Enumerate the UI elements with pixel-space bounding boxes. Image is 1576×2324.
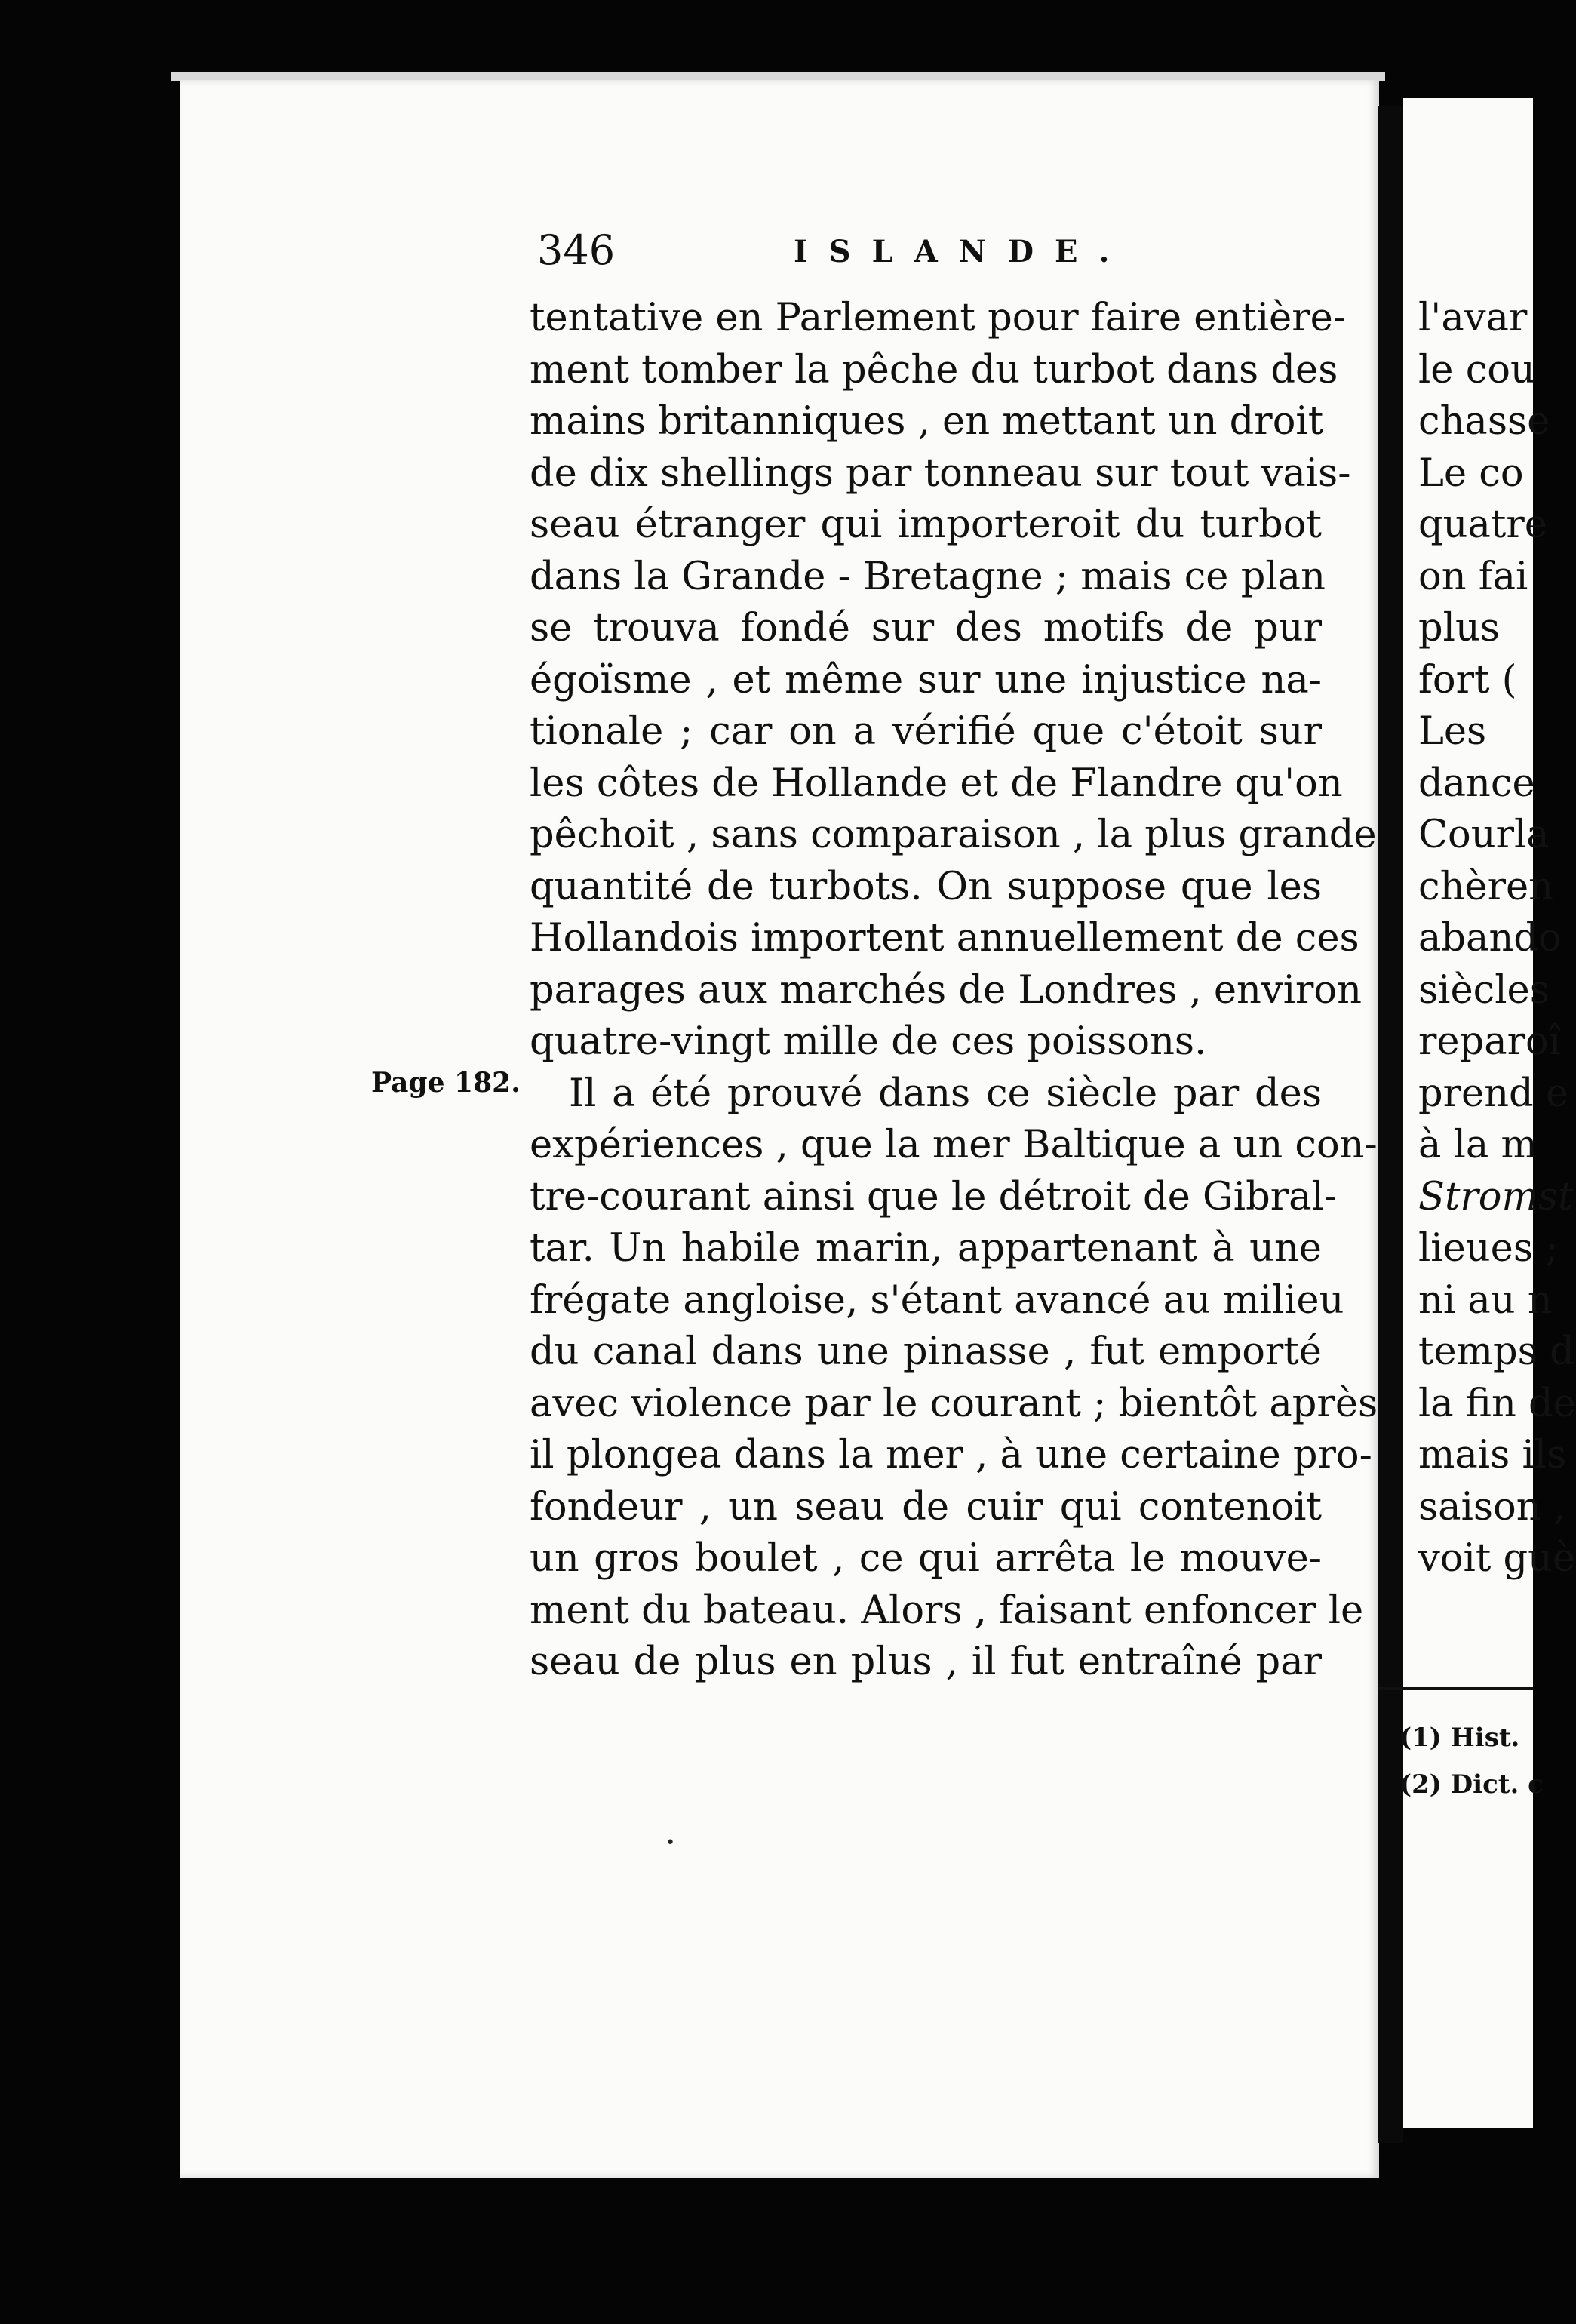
text-line: du canal dans une pinasse , fut emporté	[530, 1330, 1322, 1374]
footnote: (1) Hist.	[1399, 1723, 1520, 1753]
text-line: dans la Grande - Bretagne ; mais ce plan	[530, 554, 1326, 599]
text-line: seau étranger qui importeroit du turbot	[530, 503, 1322, 547]
text-line: fort (	[1418, 657, 1517, 702]
text-line: lieues ;	[1418, 1226, 1559, 1271]
text-line: se trouva fondé sur des motifs de pur	[530, 606, 1322, 650]
text-line: le cou	[1418, 347, 1535, 392]
text-line: siècles	[1418, 967, 1550, 1013]
text-line: à la m	[1418, 1123, 1538, 1167]
text-line: ment du bateau. Alors , faisant enfoncer le	[530, 1588, 1364, 1633]
text-line: Le co	[1418, 450, 1524, 496]
text-line: de dix shellings par tonneau sur tout vais-	[530, 450, 1351, 496]
book-gutter	[1378, 106, 1403, 2143]
footnote: (2) Dict. c	[1399, 1769, 1544, 1800]
page-number: 346	[537, 226, 616, 274]
text-line: quantité de turbots. On suppose que les	[530, 864, 1322, 909]
text-line: tre-courant ainsi que le détroit de Gibral-	[530, 1174, 1338, 1219]
text-line: Il a été prouvé dans ce siècle par des	[569, 1071, 1322, 1116]
right-page-text	[1418, 293, 1576, 1585]
text-line: égoïsme , et même sur une injustice na-	[530, 657, 1322, 702]
text-line: l'avar	[1418, 296, 1528, 340]
running-title: ISLANDE.	[794, 234, 1131, 269]
ink-speck: •	[665, 1834, 675, 1852]
text-line: ment tomber la pêche du turbot dans des	[530, 347, 1338, 392]
text-line: avec violence par le courant ; bientôt après	[530, 1381, 1378, 1426]
text-line: tentative en Parlement pour faire entière-	[530, 296, 1347, 340]
text-line: Hollandois importent annuellement de ces	[530, 916, 1359, 961]
text-line: pêchoit , sans comparaison , la plus grande	[530, 813, 1377, 857]
text-line: prend e	[1418, 1071, 1569, 1116]
text-line: expériences , que la mer Baltique a un con-	[530, 1123, 1378, 1167]
text-line: il plongea dans la mer , à une certaine pro-	[530, 1433, 1372, 1477]
text-line: Stromst	[1418, 1174, 1574, 1219]
page-header	[537, 226, 1329, 279]
text-line: un gros boulet , ce qui arrêta le mouve-	[530, 1536, 1322, 1581]
text-line: temps d	[1418, 1330, 1574, 1374]
text-line: frégate angloise, s'étant avancé au milieu	[530, 1277, 1344, 1323]
text-line: on fai	[1418, 554, 1528, 599]
text-line: Les	[1418, 709, 1487, 754]
text-line: dance	[1418, 761, 1535, 806]
text-line: voit guè	[1418, 1536, 1576, 1581]
margin-note: Page 182.	[371, 1067, 521, 1099]
text-line: plus	[1418, 606, 1500, 650]
text-line: chasse	[1418, 399, 1550, 444]
body-text	[530, 293, 1378, 1689]
text-line: abando	[1418, 916, 1562, 961]
text-line: saison ,	[1418, 1484, 1566, 1529]
text-line: la fin de	[1418, 1381, 1576, 1426]
text-line: seau de plus en plus , il fut entraîné par	[530, 1640, 1322, 1684]
text-line: mais ils	[1418, 1433, 1567, 1477]
text-line: Courla	[1418, 813, 1550, 857]
text-line: fondeur , un seau de cuir qui contenoit	[530, 1484, 1322, 1529]
text-line: ni au n	[1418, 1277, 1553, 1323]
text-line: les côtes de Hollande et de Flandre qu'on	[530, 761, 1343, 806]
text-line: quatre-vingt mille de ces poissons.	[530, 1019, 1207, 1064]
footnote-rule	[1378, 1687, 1533, 1690]
text-line: quatre	[1418, 503, 1547, 547]
text-line: tionale ; car on a vérifié que c'étoit sur	[530, 709, 1322, 754]
text-line: tar. Un habile marin, appartenant à une	[530, 1226, 1322, 1271]
footnotes	[1399, 1714, 1544, 1808]
text-line: mains britanniques , en mettant un droit	[530, 399, 1324, 444]
text-line: reparoî	[1418, 1019, 1562, 1064]
text-line: parages aux marchés de Londres , environ	[530, 967, 1362, 1013]
text-line: chèren	[1418, 864, 1553, 909]
